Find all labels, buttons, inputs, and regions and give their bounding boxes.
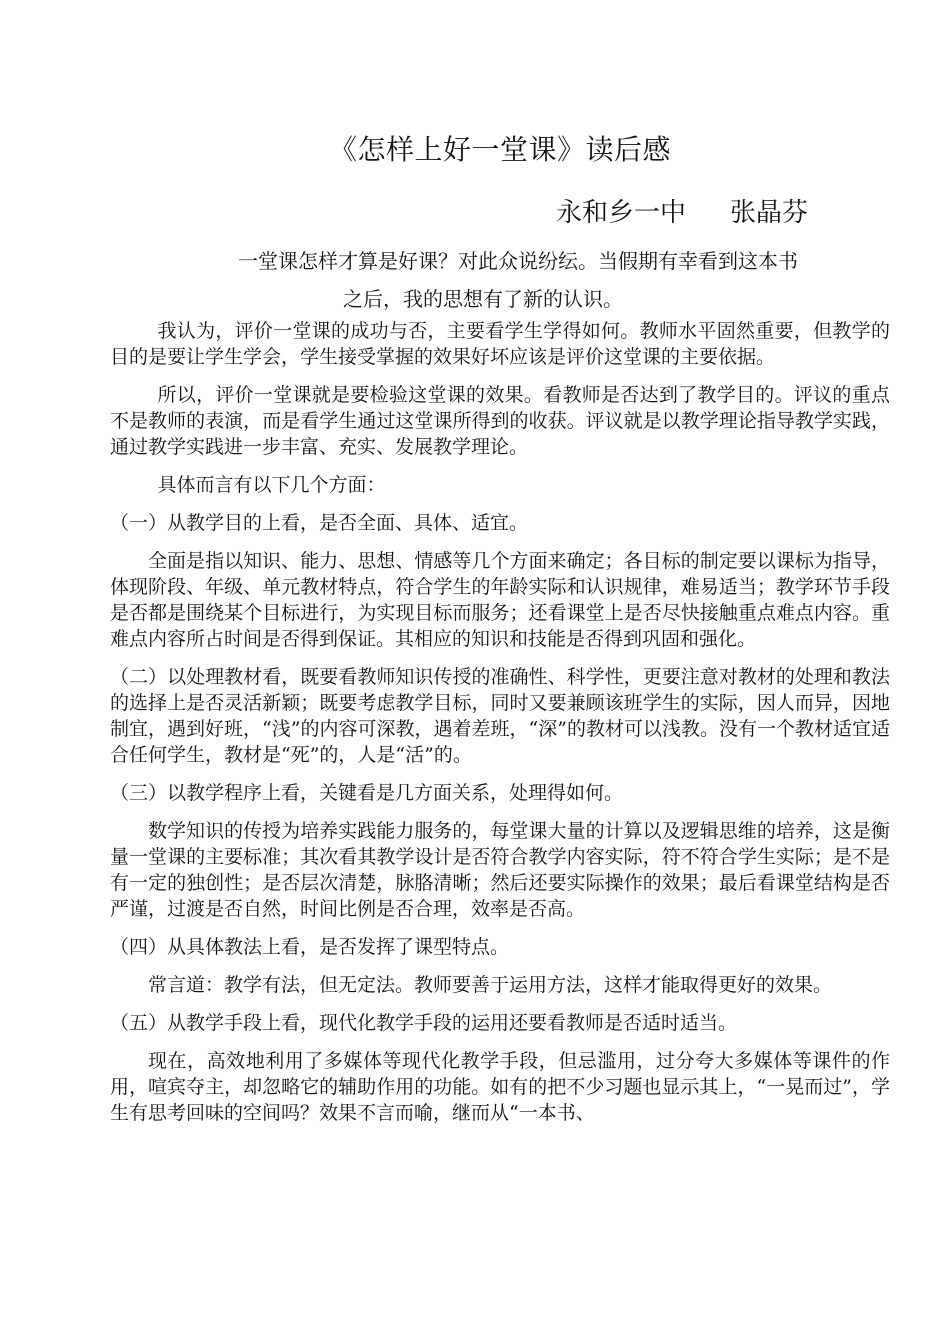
paragraph-section-5: 现在，高效地利用了多媒体等现代化教学手段，但忌滥用，过分夸大多媒体等课件的作用，喧宾夺主，却忽略它的辅助作用的功能。如有的把不少习题也显示其上，“一晃而过”，学生有思考回味的空间吗？效果不言而喻，继而从“一本书、 — [110, 1050, 890, 1124]
paragraph-section-1: 全面是指以知识、能力、思想、情感等几个方面来确定；各目标的制定要以课标为指导，体现阶段、年级、单元教材特点，符合学生的年龄实际和认识规律，难易适当；教学环节手段是否都是围绕某个目标进行，为实现目标而服务；还看课堂上是否尽快接触重点难点内容。重难点内容所占时间是否得到保证。其相应的知识和技能是否得到巩固和强化。 — [110, 550, 890, 650]
document-title: 《怎样上好一堂课》读后感 — [328, 133, 671, 166]
section-heading-4: （四）从具体教法上看，是否发挥了课型特点。 — [110, 936, 510, 958]
author-school: 永和乡一中 — [556, 198, 687, 228]
paragraph-evaluation: 所以，评价一堂课就是要检验这堂课的效果。看教师是否达到了教学目的。评议的重点不是教师的表演，而是看学生通过这堂课所得到的收获。评议就是以教学理论指导教学实践，通过教学实践进一步丰富、充实、发展教学理论。 — [110, 384, 890, 458]
intro-line-2: 之后，我的思想有了新的认识。 — [343, 287, 623, 311]
author-name: 张晶芬 — [730, 198, 809, 228]
author-line — [556, 194, 808, 232]
section-heading-5: （五）从教学手段上看，现代化教学手段的运用还要看教师是否适时适当。 — [110, 1012, 738, 1034]
paragraph-aspects-intro: 具体而言有以下几个方面： — [157, 474, 386, 496]
section-heading-1: （一）从教学目的上看，是否全面、具体、适宜。 — [110, 512, 529, 534]
paragraph-section-2: （二）以处理教材看，既要看教师知识传授的准确性、科学性，更要注意对教材的处理和教法的选择上是否灵活新颖；既要考虑教学目标，同时又要兼顾该班学生的实际，因人而异，因地制宜，遇到好班，“浅”的内容可深教，遇着差班，“深”的教材可以浅教。没有一个教材适宜适合任何学生，教材是“死”的，人是“活”的。 — [110, 666, 890, 766]
paragraph-opinion: 我认为，评价一堂课的成功与否，主要看学生学得如何。教师水平固然重要，但教学的目的是要让学生学会，学生接受掌握的效果好坏应该是评价这堂课的主要依据。 — [110, 320, 890, 368]
paragraph-section-4: 常言道：教学有法，但无定法。教师要善于运用方法，这样才能取得更好的效果。 — [148, 974, 833, 996]
document-body — [110, 318, 890, 1138]
intro-line-1: 一堂课怎样才算是好课？对此众说纷纭。当假期有幸看到这本书 — [238, 249, 798, 273]
paragraph-section-3: 数学知识的传授为培养实践能力服务的，每堂课大量的计算以及逻辑思维的培养，这是衡量一堂课的主要标准；其次看其教学设计是否符合教学内容实际，符不符合学生实际；是不是有一定的独创性；是否层次清楚，脉胳清晰；然后还要实际操作的效果；最后看课堂结构是否严谨，过渡是否自然，时间比例是否合理，效率是否高。 — [110, 820, 890, 920]
section-heading-3: （三）以教学程序上看，关键看是几方面关系，处理得如何。 — [110, 782, 624, 804]
